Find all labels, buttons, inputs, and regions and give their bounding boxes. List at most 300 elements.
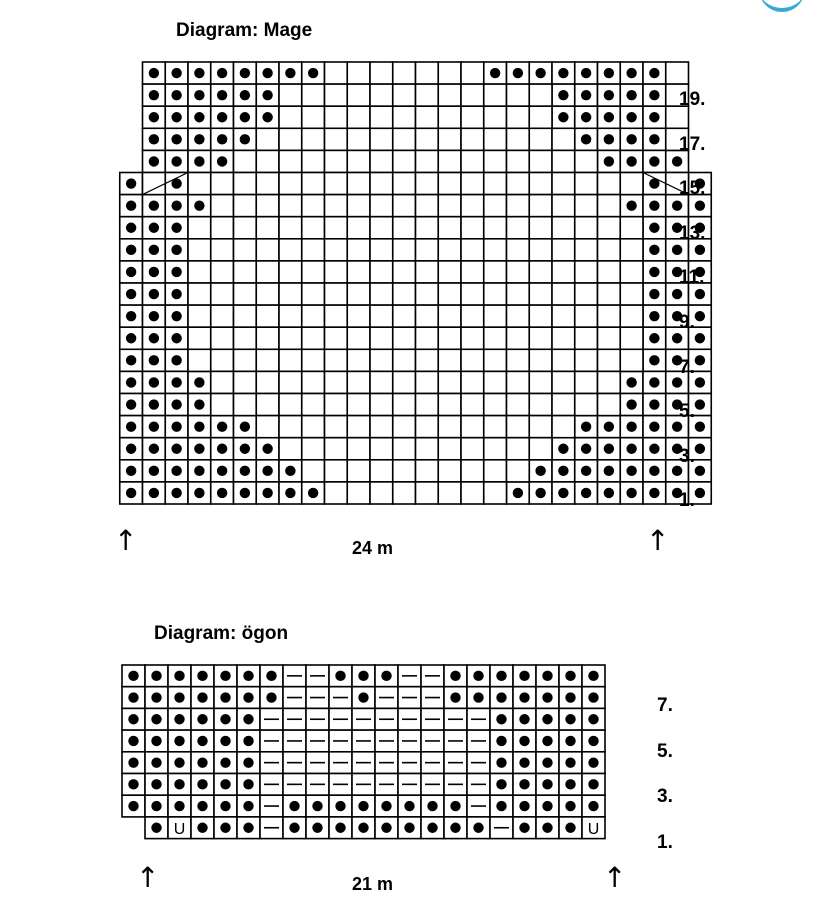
mage-empty-cell [325,283,348,305]
mage-dot-symbol [604,421,614,431]
mage-empty-cell [325,261,348,283]
mage-empty-cell [438,173,461,195]
mage-empty-cell [211,239,234,261]
mage-empty-cell [347,195,370,217]
mage-empty-cell [325,327,348,349]
mage-empty-cell [325,62,348,84]
mage-dot-symbol [535,466,545,476]
mage-empty-cell [370,394,393,416]
mage-empty-cell [438,150,461,172]
mage-dot-symbol [194,134,204,144]
mage-row-label: 13. [679,222,706,244]
ogon-dot-symbol [197,823,207,833]
mage-empty-cell [552,371,575,393]
mage-empty-cell [370,283,393,305]
ogon-dot-symbol [174,736,184,746]
mage-empty-cell [575,239,598,261]
ogon-dot-symbol [243,779,253,789]
mage-empty-cell [438,283,461,305]
mage-empty-cell [507,239,530,261]
mage-dot-symbol [240,134,250,144]
ogon-dot-symbol [519,823,529,833]
mage-empty-cell [393,217,416,239]
mage-row-label: 19. [679,89,706,110]
ogon-dot-symbol [197,757,207,767]
ogon-dot-symbol [542,671,552,681]
ogon-dot-symbol [220,736,230,746]
mage-empty-cell [598,217,621,239]
mage-dot-symbol [217,90,227,100]
mage-empty-cell [507,283,530,305]
mage-empty-cell [416,327,439,349]
mage-dot-symbol [626,134,636,144]
mage-empty-cell [529,217,552,239]
mage-dot-symbol [695,355,705,365]
ogon-dot-symbol [565,823,575,833]
mage-empty-cell [370,195,393,217]
ogon-dot-symbol [565,779,575,789]
mage-empty-cell [484,150,507,172]
mage-dot-symbol [490,68,500,78]
mage-empty-cell [256,305,279,327]
mage-empty-cell [279,217,302,239]
mage-empty-cell [325,128,348,150]
mage-dot-symbol [649,355,659,365]
mage-empty-cell [256,283,279,305]
mage-dot-symbol [649,421,659,431]
mage-empty-cell [302,195,325,217]
mage-dot-symbol [126,200,136,210]
mage-dot-symbol [695,488,705,498]
mage-empty-cell [211,283,234,305]
mage-dot-symbol [558,466,568,476]
mage-empty-cell [620,327,643,349]
mage-empty-cell [211,327,234,349]
ogon-dot-symbol [151,779,161,789]
mage-empty-cell [256,217,279,239]
mage-dot-symbol [695,466,705,476]
mage-empty-cell [552,261,575,283]
mage-empty-cell [302,327,325,349]
mage-dot-symbol [240,421,250,431]
ogon-row-label: 3. [657,786,673,807]
mage-empty-cell [234,371,257,393]
ogon-dot-symbol [174,801,184,811]
mage-dot-symbol [604,156,614,166]
ogon-dot-symbol [289,801,299,811]
mage-dot-symbol [171,112,181,122]
mage-row-label: 11. [679,267,705,289]
mage-dot-symbol [649,311,659,321]
mage-empty-cell [256,128,279,150]
mage-empty-cell [370,128,393,150]
mage-empty-cell [370,482,393,504]
mage-empty-cell [325,239,348,261]
mage-empty-cell [211,195,234,217]
mage-dot-symbol [171,421,181,431]
mage-empty-cell [370,217,393,239]
ogon-dot-symbol [128,671,138,681]
mage-empty-cell [529,327,552,349]
ogon-dot-symbol [358,823,368,833]
mage-dot-symbol [626,200,636,210]
mage-empty-cell [438,438,461,460]
mage-empty-cell [438,217,461,239]
ogon-dot-symbol [565,714,575,724]
mage-empty-cell [370,150,393,172]
mage-dot-symbol [285,466,295,476]
mage-row-label: 5. [679,401,695,423]
mage-empty-cell [416,173,439,195]
mage-dot-symbol [695,289,705,299]
ogon-dot-symbol [542,779,552,789]
mage-empty-cell [575,283,598,305]
mage-empty-cell [529,173,552,195]
mage-dot-symbol [194,377,204,387]
ogon-dot-symbol [174,671,184,681]
mage-dot-symbol [626,444,636,454]
mage-dot-symbol [149,134,159,144]
mage-dot-symbol [581,488,591,498]
mage-empty-cell [529,239,552,261]
mage-dot-symbol [262,112,272,122]
mage-empty-cell [484,394,507,416]
ogon-dot-symbol [381,801,391,811]
mage-dot-symbol [194,399,204,409]
mage-dot-symbol [149,333,159,343]
mage-dot-symbol [126,444,136,454]
mage-empty-cell [438,305,461,327]
mage-empty-cell [188,173,211,195]
mage-empty-cell [598,305,621,327]
ogon-dot-symbol [542,736,552,746]
ogon-dot-symbol [496,736,506,746]
mage-empty-cell [507,394,530,416]
mage-empty-cell [461,261,484,283]
ogon-dot-symbol [197,779,207,789]
mage-empty-cell [598,394,621,416]
mage-empty-cell [256,349,279,371]
mage-dot-symbol [149,245,159,255]
mage-empty-cell [507,128,530,150]
mage-empty-cell [438,394,461,416]
ogon-dot-symbol [197,671,207,681]
mage-dot-symbol [672,156,682,166]
mage-empty-cell [325,305,348,327]
mage-dot-symbol [649,134,659,144]
mage-empty-cell [507,371,530,393]
mage-empty-cell [507,416,530,438]
mage-dot-symbol [649,245,659,255]
mage-empty-cell [461,128,484,150]
mage-empty-cell [552,195,575,217]
mage-empty-cell [438,106,461,128]
mage-empty-cell [302,305,325,327]
mage-empty-cell [393,195,416,217]
mage-dot-symbol [695,200,705,210]
mage-empty-cell [256,239,279,261]
mage-empty-cell [234,261,257,283]
mage-dot-symbol [581,68,591,78]
ogon-dot-symbol [381,671,391,681]
mage-dot-symbol [126,267,136,277]
mage-diagram-title: Diagram: Mage [176,20,313,41]
mage-dot-symbol [672,289,682,299]
mage-dot-symbol [626,466,636,476]
mage-empty-cell [256,261,279,283]
mage-empty-cell [347,106,370,128]
mage-dot-symbol [217,488,227,498]
mage-empty-cell [393,239,416,261]
ogon-dot-symbol [404,801,414,811]
mage-empty-cell [325,150,348,172]
mage-empty-cell [461,217,484,239]
mage-empty-cell [575,349,598,371]
mage-empty-cell [370,327,393,349]
mage-empty-cell [620,283,643,305]
mage-empty-cell [325,84,348,106]
ogon-dot-symbol [266,692,276,702]
mage-empty-cell [666,62,689,84]
mage-empty-cell [484,195,507,217]
mage-empty-cell [575,150,598,172]
mage-empty-cell [370,239,393,261]
mage-dot-symbol [262,466,272,476]
mage-dot-symbol [149,90,159,100]
mage-empty-cell [620,173,643,195]
mage-dot-symbol [240,68,250,78]
mage-empty-cell [279,349,302,371]
mage-empty-cell [347,438,370,460]
mage-empty-cell [325,482,348,504]
ogon-dot-symbol [565,692,575,702]
ogon-row-label: 7. [657,695,673,716]
mage-dot-symbol [194,466,204,476]
mage-empty-cell [552,239,575,261]
mage-empty-cell [325,438,348,460]
mage-empty-cell [416,305,439,327]
mage-empty-cell [279,195,302,217]
mage-empty-cell [211,371,234,393]
mage-dot-symbol [308,68,318,78]
mage-empty-cell [416,195,439,217]
mage-dot-symbol [149,421,159,431]
mage-dot-symbol [695,399,705,409]
mage-dot-symbol [240,444,250,454]
mage-empty-cell [234,217,257,239]
mage-dot-symbol [171,267,181,277]
ogon-dot-symbol [128,801,138,811]
mage-empty-cell [393,438,416,460]
mage-dot-symbol [604,90,614,100]
mage-dot-symbol [149,223,159,233]
mage-empty-cell [188,217,211,239]
mage-dot-symbol [649,90,659,100]
mage-empty-cell [347,460,370,482]
ogon-dot-symbol [519,801,529,811]
mage-empty-cell [211,349,234,371]
mage-empty-cell [598,349,621,371]
mage-empty-cell [529,438,552,460]
mage-dot-symbol [126,178,136,188]
ogon-dot-symbol [197,801,207,811]
ogon-row-label: 5. [657,740,673,762]
ogon-dot-symbol [243,692,253,702]
mage-empty-cell [347,416,370,438]
mage-empty-cell [438,416,461,438]
mage-empty-cell [438,128,461,150]
mage-dot-symbol [171,156,181,166]
mage-empty-cell [279,106,302,128]
mage-empty-cell [325,217,348,239]
ogon-dot-symbol [266,671,276,681]
ogon-dot-symbol [128,714,138,724]
mage-dot-symbol [604,112,614,122]
mage-empty-cell [325,173,348,195]
mage-empty-cell [393,416,416,438]
mage-empty-cell [575,371,598,393]
mage-dot-symbol [126,466,136,476]
mage-empty-cell [188,349,211,371]
mage-dot-symbol [626,68,636,78]
ogon-dot-symbol [243,757,253,767]
mage-empty-cell [507,438,530,460]
mage-empty-cell [507,305,530,327]
mage-dot-symbol [558,112,568,122]
ogon-dot-symbol [174,757,184,767]
mage-empty-cell [279,416,302,438]
ogon-dot-symbol [289,823,299,833]
mage-empty-cell [461,416,484,438]
mage-empty-cell [302,416,325,438]
mage-dot-symbol [649,68,659,78]
mage-dot-symbol [558,90,568,100]
mage-dot-symbol [672,333,682,343]
mage-empty-cell [325,371,348,393]
ogon-dot-symbol [473,823,483,833]
mage-dot-symbol [672,377,682,387]
mage-empty-cell [529,349,552,371]
mage-dot-symbol [126,377,136,387]
mage-empty-cell [529,150,552,172]
ogon-dot-symbol [450,692,460,702]
mage-empty-cell [529,195,552,217]
mage-empty-cell [256,394,279,416]
mage-empty-cell [347,371,370,393]
mage-dot-symbol [126,399,136,409]
mage-empty-cell [393,261,416,283]
mage-dot-symbol [194,112,204,122]
mage-empty-cell [552,150,575,172]
mage-dot-symbol [285,488,295,498]
mage-dot-symbol [217,156,227,166]
ogon-dot-symbol [243,823,253,833]
mage-empty-cell [302,128,325,150]
mage-dot-symbol [649,112,659,122]
mage-empty-cell [279,128,302,150]
mage-empty-cell [416,84,439,106]
mage-dot-symbol [171,200,181,210]
mage-empty-cell [552,327,575,349]
mage-dot-symbol [171,289,181,299]
mage-dot-symbol [217,421,227,431]
mage-dot-symbol [649,444,659,454]
mage-empty-cell [507,261,530,283]
mage-empty-cell [598,283,621,305]
mage-dot-symbol [695,377,705,387]
mage-dot-symbol [171,311,181,321]
mage-dot-symbol [649,488,659,498]
mage-empty-cell [461,150,484,172]
ogon-dot-symbol [174,779,184,789]
mage-dot-symbol [149,399,159,409]
mage-dot-symbol [126,289,136,299]
mage-dot-symbol [194,444,204,454]
mage-dot-symbol [171,245,181,255]
ogon-dot-symbol [588,757,598,767]
mage-dot-symbol [149,156,159,166]
ogon-dot-symbol [220,671,230,681]
mage-dot-symbol [262,444,272,454]
mage-dot-symbol [149,267,159,277]
ogon-dot-symbol [151,692,161,702]
mage-empty-cell [302,371,325,393]
mage-dot-symbol [285,68,295,78]
mage-dot-symbol [171,223,181,233]
mage-dot-symbol [240,112,250,122]
mage-empty-cell [188,239,211,261]
mage-empty-cell [347,327,370,349]
mage-empty-cell [484,371,507,393]
mage-dot-symbol [581,134,591,144]
ogon-dot-symbol [519,757,529,767]
mage-empty-cell [347,128,370,150]
mage-dot-symbol [626,488,636,498]
ogon-dot-symbol [358,801,368,811]
mage-empty-cell [393,150,416,172]
mage-dot-symbol [581,112,591,122]
mage-dot-symbol [581,90,591,100]
mage-row-label: 15. [679,178,706,200]
ogon-dot-symbol [243,736,253,746]
ogon-dot-symbol [151,714,161,724]
mage-empty-cell [461,173,484,195]
mage-empty-cell [302,173,325,195]
mage-dot-symbol [217,112,227,122]
mage-empty-cell [302,283,325,305]
mage-empty-cell [507,327,530,349]
mage-empty-cell [370,84,393,106]
mage-empty-cell [598,239,621,261]
mage-empty-cell [393,371,416,393]
ogon-dot-symbol [312,823,322,833]
mage-dot-symbol [604,488,614,498]
mage-empty-cell [438,261,461,283]
mage-empty-cell [234,239,257,261]
mage-dot-symbol [672,245,682,255]
mage-empty-cell [393,394,416,416]
mage-empty-cell [325,460,348,482]
ogon-dot-symbol [565,757,575,767]
mage-empty-cell [416,438,439,460]
mage-empty-cell [188,283,211,305]
mage-empty-cell [347,150,370,172]
mage-empty-cell [438,482,461,504]
mage-empty-cell [598,195,621,217]
ogon-dot-symbol [542,714,552,724]
mage-empty-cell [393,482,416,504]
mage-empty-cell [529,128,552,150]
